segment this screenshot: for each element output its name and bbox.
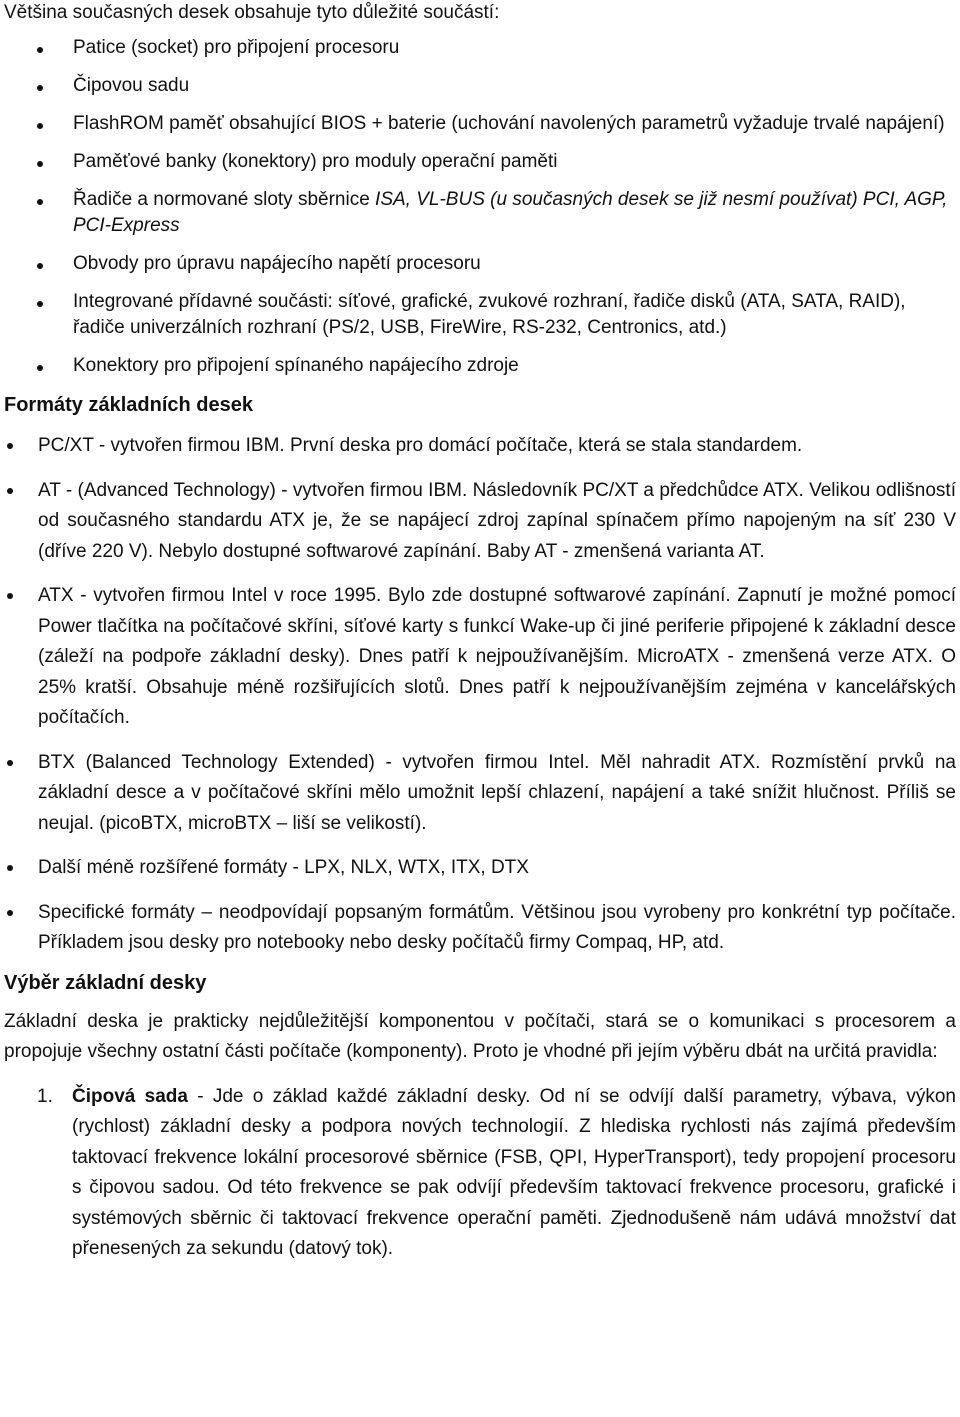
heading-select: Výběr základní desky xyxy=(4,971,207,994)
list-item: Specifické formáty – neodpovídají popsaným formátům. Většinou jsou vyrobeny pro konkrétní typ počítače. Příkladem jsou desky pro notebooky nebo desky počítačů firmy Compaq, HP, atd. xyxy=(4,898,956,959)
bullet-icon xyxy=(7,865,13,871)
list-item: PC/XT - vytvořen firmou IBM. První deska pro domácí počítače, která se stala standardem. xyxy=(4,431,956,462)
list-item: Patice (socket) pro připojení procesoru xyxy=(4,35,956,61)
list-item: FlashROM paměť obsahující BIOS + baterie (uchování navolených parametrů vyžaduje trvalé napájení) xyxy=(4,111,956,137)
bullet-icon xyxy=(7,760,13,766)
bullet-icon xyxy=(7,910,13,916)
components-list xyxy=(4,35,956,379)
bullet-icon xyxy=(37,365,43,371)
list-item: Další méně rozšířené formáty - LPX, NLX, WTX, ITX, DTX xyxy=(4,853,956,884)
bullet-icon xyxy=(7,488,13,494)
bullet-icon xyxy=(7,443,13,449)
bus-item-italic: ISA, VL-BUS (u současných desek se již nesmí používat) PCI, AGP, PCI-Express xyxy=(73,189,948,236)
list-item xyxy=(4,187,956,239)
bus-item-prefix: Řadiče a normované sloty sběrnice xyxy=(73,189,376,210)
list-item: Čipovou sadu xyxy=(4,73,956,99)
list-item: Integrované přídavné součásti: síťové, grafické, zvukové rozhraní, řadiče disků (ATA, SATA, RAID), řadiče univerzálních rozhraní (PS/2, USB, FireWire, RS-232, Centronics, atd.) xyxy=(4,289,956,341)
bullet-icon xyxy=(37,263,43,269)
rule-text: - Jde o základ každé základní desky. Od ní se odvíjí další parametry, výbava, výkon (rychlost) základní desky a podpora nových technologií. Z hlediska rychlosti nás zajímá především taktovací frekvence lokální procesorové sběrnice (FSB, QPI, HyperTransport), tedy propojení procesoru s čipovou sadou. Od této frekvence se pak odvíjí především taktovací frekvence procesoru, grafické i systémových sběrnic či taktovací frekvence operační paměti. Zjednodušeně nám udává množství dat přenesených za sekundu (datový tok). xyxy=(72,1085,957,1259)
list-item: Obvody pro úpravu napájecího napětí procesoru xyxy=(4,251,956,277)
select-paragraph: Základní deska je prakticky nejdůležitější komponentou v počítači, stará se o komunikaci s procesorem a propojuje všechny ostatní části počítače (komponenty). Proto je vhodné při jejím výběru dbát na určitá pravidla: xyxy=(4,1010,956,1062)
list-item: Paměťové banky (konektory) pro moduly operační paměti xyxy=(4,149,956,175)
list-number: 1. xyxy=(37,1085,53,1107)
bullet-icon xyxy=(37,47,43,53)
bullet-icon xyxy=(37,199,43,205)
list-item xyxy=(4,1082,956,1265)
formats-list xyxy=(4,431,956,959)
heading-formats: Formáty základních desek xyxy=(4,394,253,416)
bullet-icon xyxy=(37,85,43,91)
list-item: Konektory pro připojení spínaného napájecího zdroje xyxy=(4,353,956,379)
list-item: BTX (Balanced Technology Extended) - vytvořen firmou Intel. Měl nahradit ATX. Rozmístění prvků na základní desce a v počítačové skříni mělo umožnit lepší chlazení, napájení a také snížit hlučnost. Příliš se neujal. (picoBTX, microBTX – liší se velikostí). xyxy=(4,748,956,840)
rule-term: Čipová sada xyxy=(72,1085,188,1107)
bullet-icon xyxy=(37,161,43,167)
bullet-icon xyxy=(37,123,43,129)
list-item: ATX - vytvořen firmou Intel v roce 1995. Bylo zde dostupné softwarové zapínání. Zapnutí je možné pomocí Power tlačítka na počítačové skříni, síťové karty s funkcí Wake-up či jiné periferie připojené k základní desce (záleží na podpoře základní desky). Dnes patří k nejpoužívanějším. MicroATX - zmenšená verze ATX. O 25% kratší. Obsahuje méně rozšiřujících slotů. Dnes patří k nejpoužívanějším zejména v kancelářských počítačích. xyxy=(4,581,956,734)
rules-list xyxy=(4,1082,956,1265)
intro-text: Většina současných desek obsahuje tyto důležité součástí: xyxy=(4,2,500,23)
list-item: AT - (Advanced Technology) - vytvořen firmou IBM. Následovník PC/XT a předchůdce ATX. Velikou odlišností od současného standardu ATX je, že se napájecí zdroj zapínal spínačem přímo napojeným na síť 230 V (dříve 220 V). Nebylo dostupné softwarové zapínání. Baby AT - zmenšená varianta AT. xyxy=(4,476,956,568)
bullet-icon xyxy=(37,301,43,307)
bullet-icon xyxy=(7,593,13,599)
